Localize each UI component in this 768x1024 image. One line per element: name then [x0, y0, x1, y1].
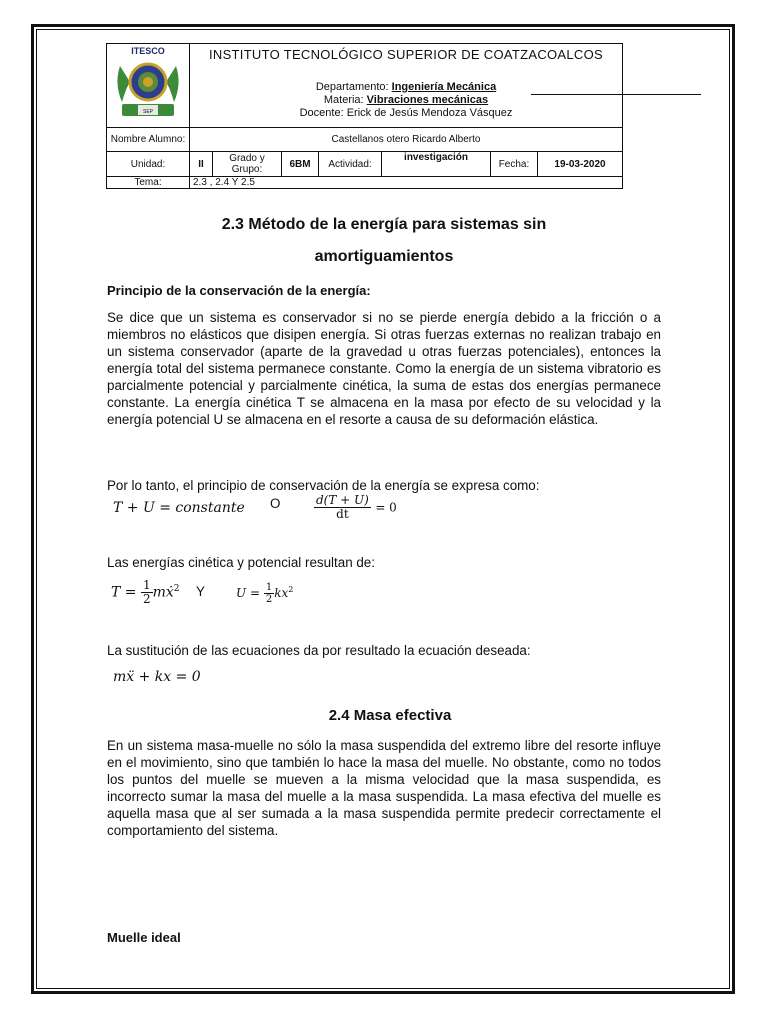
subtitle-conservation: Principio de la conservación de la energía: — [107, 283, 371, 298]
header-table — [106, 43, 623, 189]
equation-energy-derivative: $\frac{d(T + U)}{dt}$ = 0 — [316, 493, 397, 521]
unit-label: Unidad: — [107, 152, 190, 177]
header-rule — [531, 94, 701, 95]
equation-motion: mẍ + kx = 0 — [113, 669, 201, 685]
logo-cell — [107, 44, 190, 128]
subject-line: Materia: Vibraciones mecánicas — [323, 94, 489, 106]
paragraph-conservation: Se dice que un sistema es conservador si no se pierde energía debido a la fricción o a miembros no elásticos que disipen energía. Si otras fuerzas externas no realizan trabajo en un sistema conservador (aparte de la gravedad u otras fuerzas potenciales), entonces la energía total del sistema permanece constante. Como la energía de un sistema vibratorio es parcialmente potencial y parcialmente cinética, la suma de estas dos energías permanece constante. La energía cinética T se almacena en la masa por efecto de su velocidad y la energía potencial U se almacena en el resorte a causa de su deformación elástica. — [107, 310, 661, 427]
section-title-2-4: 2.4 Masa efectiva — [328, 707, 452, 724]
activity-value: investigación — [382, 152, 491, 177]
date-label: Fecha: — [491, 152, 538, 177]
section-title-2-3: 2.3 Método de la energía para sistemas sin — [221, 216, 547, 233]
topic-label: Tema: — [107, 177, 190, 189]
svg-text:ITESCO: ITESCO — [131, 46, 165, 56]
paragraph-substitution: La sustitución de las ecuaciones da por resultado la ecuación deseada: — [107, 643, 531, 658]
paragraph-effective-mass: En un sistema masa-muelle no sólo la masa suspendida del extremo libre del resorte influye en el movimiento, sino que también lo hace la masa del muelle. No obstante, como no todos los puntos del muelle se mueven a la misma velocidad que la masa suspendida, es incorrecto sumar la masa del muelle a la masa suspendida. La masa efectiva del muelle es aquella masa que al ser sumada a la masa suspendida permite predecir correctamente el comportamiento del sistema. — [107, 738, 661, 838]
or-word: O — [270, 496, 281, 511]
group-label: Grado y Grupo: — [213, 152, 282, 177]
svg-text:SEP: SEP — [142, 109, 154, 115]
paragraph-principle: Por lo tanto, el principio de conservación de la energía se expresa como: — [107, 478, 540, 493]
equation-energy-constant: T + U = constante — [113, 500, 245, 516]
student-label: Nombre Alumno: — [107, 128, 190, 152]
subtitle-ideal-spring: Muelle ideal — [107, 930, 181, 945]
institute-name: INSTITUTO TECNOLÓGICO SUPERIOR DE COATZACOALCOS — [208, 47, 604, 62]
itesco-logo-icon — [108, 44, 188, 124]
activity-label: Actividad: — [319, 152, 382, 177]
and-word: Y — [196, 584, 205, 599]
group-value: 6BM — [282, 152, 319, 177]
teacher-line: Docente: Erick de Jesús Mendoza Vásquez — [299, 107, 513, 119]
date-value: 19-03-2020 — [538, 152, 623, 177]
section-title-2-3-cont: amortiguamientos — [314, 248, 454, 265]
equation-kinetic: T = $\frac{1}{2}$ mẋ$^2$ — [111, 578, 180, 606]
paragraph-energies: Las energías cinética y potencial resultan de: — [107, 555, 375, 570]
equation-potential: U = $\frac{1}{2}$ $kx^2$ — [236, 582, 294, 605]
student-name: Castellanos otero Ricardo Alberto — [190, 128, 623, 152]
department-line: Departamento: Ingeniería Mecánica — [315, 81, 497, 93]
topic-value: 2.3 , 2.4 Y 2.5 — [190, 177, 623, 189]
institute-cell — [190, 44, 623, 128]
unit-value: II — [190, 152, 213, 177]
